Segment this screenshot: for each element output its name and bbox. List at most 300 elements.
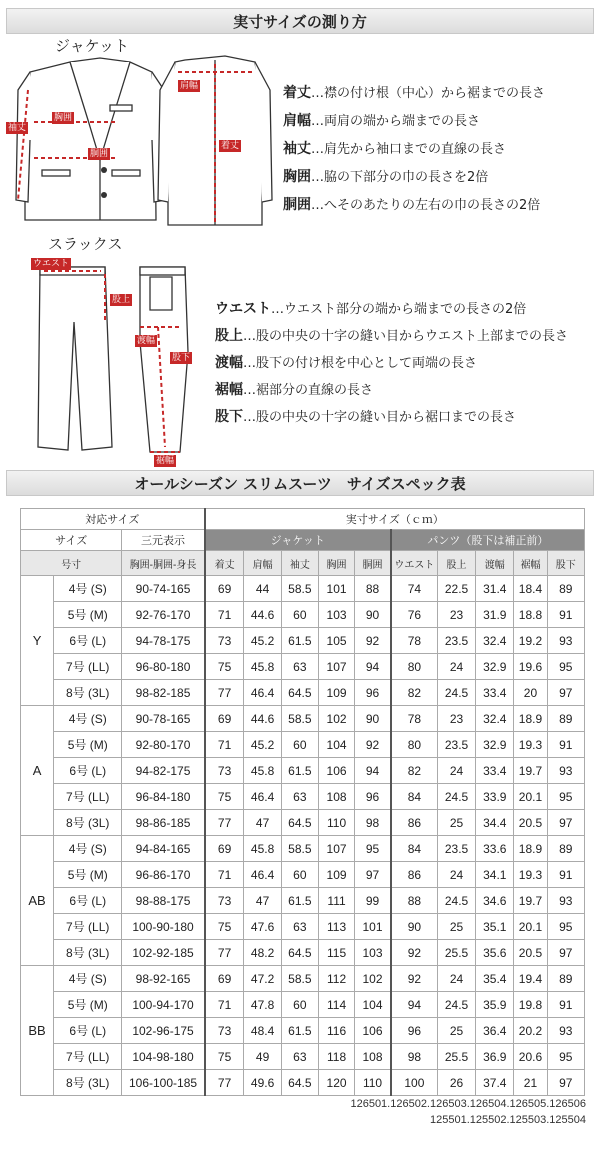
tag-mata-ue: 股上 (112, 295, 131, 305)
value-cell: 118 (318, 1044, 354, 1070)
value-cell: 103 (318, 602, 354, 628)
tag-katahaba: 肩幅 (180, 81, 199, 91)
value-cell: 34.6 (476, 888, 514, 914)
value-cell: 90 (355, 706, 391, 732)
value-cell: 18.4 (514, 576, 547, 602)
value-cell: 45.8 (244, 654, 281, 680)
size-cell: 5号 (M) (54, 862, 122, 888)
col-header-7: 渡幅 (476, 551, 514, 576)
value-cell: 36.9 (476, 1044, 514, 1070)
value-cell: 95 (547, 1044, 584, 1070)
value-cell: 24 (437, 862, 475, 888)
slacks-def-1: 股上…股の中央の十字の縫い目からウエスト上部までの長さ (215, 328, 569, 344)
value-cell: 69 (205, 706, 244, 732)
value-cell: 24 (437, 654, 475, 680)
value-cell: 98 (391, 1044, 438, 1070)
table-row (21, 992, 585, 1018)
value-cell: 49 (244, 1044, 281, 1070)
tag-susohaba: 裾幅 (156, 456, 175, 466)
value-cell: 22.5 (437, 576, 475, 602)
jacket-title: ジャケット (55, 37, 129, 55)
jacket-def-0: 着丈…襟の付け根（中心）から裾までの長さ (283, 85, 546, 101)
value-cell: 19.2 (514, 628, 547, 654)
value-cell: 107 (318, 654, 354, 680)
value-cell: 102 (318, 706, 354, 732)
size-cell: 6号 (L) (54, 888, 122, 914)
value-cell: 45.8 (244, 836, 281, 862)
value-cell: 106 (355, 1018, 391, 1044)
table-row (21, 628, 585, 654)
value-cell: 35.4 (476, 966, 514, 992)
size-cell: 4号 (S) (54, 966, 122, 992)
measure-title: 実寸サイズの測り方 (6, 8, 594, 34)
size-cell: 7号 (LL) (54, 784, 122, 810)
value-cell: 73 (205, 888, 244, 914)
value-cell: 93 (547, 758, 584, 784)
value-cell: 94 (391, 992, 438, 1018)
three-dim-cell: 90-78-165 (122, 706, 205, 732)
table-row (21, 888, 585, 914)
group-label: Y (21, 576, 54, 706)
table-row (21, 576, 585, 602)
value-cell: 23.5 (437, 836, 475, 862)
value-cell: 84 (391, 784, 438, 810)
value-cell: 61.5 (281, 758, 318, 784)
size-cell: 4号 (S) (54, 836, 122, 862)
value-cell: 90 (355, 602, 391, 628)
size-cell: 8号 (3L) (54, 680, 122, 706)
three-dim-cell: 98-86-185 (122, 810, 205, 836)
product-codes-line-2: 125501.125502.125503.125504 (430, 1114, 586, 1126)
value-cell: 115 (318, 940, 354, 966)
value-cell: 61.5 (281, 888, 318, 914)
slacks-def-3: 裾幅…裾部分の直線の長さ (215, 382, 374, 398)
value-cell: 105 (318, 628, 354, 654)
col-header-3: 胸囲 (318, 551, 354, 576)
value-cell: 32.4 (476, 706, 514, 732)
value-cell: 104 (318, 732, 354, 758)
value-cell: 69 (205, 576, 244, 602)
value-cell: 80 (391, 654, 438, 680)
value-cell: 74 (391, 576, 438, 602)
value-cell: 97 (547, 940, 584, 966)
value-cell: 44.6 (244, 602, 281, 628)
value-cell: 24 (437, 966, 475, 992)
value-cell: 48.4 (244, 1018, 281, 1044)
value-cell: 61.5 (281, 628, 318, 654)
col-header-0: 着丈 (205, 551, 244, 576)
header-taiou: 対応サイズ (21, 509, 205, 530)
size-cell: 6号 (L) (54, 758, 122, 784)
slacks-def-4: 股下…股の中央の十字の縫い目から裾口までの長さ (215, 409, 517, 425)
value-cell: 26 (437, 1070, 475, 1096)
tag-sodetake: 袖丈 (8, 123, 27, 133)
header-sangen: 三元表示 (122, 530, 205, 551)
value-cell: 97 (355, 862, 391, 888)
table-row (21, 940, 585, 966)
table-row (21, 966, 585, 992)
value-cell: 91 (547, 602, 584, 628)
value-cell: 64.5 (281, 810, 318, 836)
value-cell: 32.9 (476, 654, 514, 680)
table-row (21, 758, 585, 784)
value-cell: 47 (244, 810, 281, 836)
value-cell: 46.4 (244, 680, 281, 706)
value-cell: 24.5 (437, 888, 475, 914)
slacks-def-0: ウエスト…ウエスト部分の端から端までの長さの2倍 (215, 301, 527, 317)
tag-mata-shita: 股下 (172, 353, 191, 363)
value-cell: 95 (547, 914, 584, 940)
value-cell: 33.4 (476, 680, 514, 706)
three-dim-cell: 94-78-175 (122, 628, 205, 654)
size-cell: 8号 (3L) (54, 810, 122, 836)
jacket-def-1: 肩幅…両肩の端から端までの長さ (283, 113, 481, 129)
spec-title: オールシーズン スリムスーツ サイズスペック表 (6, 470, 594, 496)
value-cell: 25.5 (437, 940, 475, 966)
value-cell: 114 (318, 992, 354, 1018)
value-cell: 25 (437, 1018, 475, 1044)
value-cell: 100 (391, 1070, 438, 1096)
three-dim-cell: 96-86-170 (122, 862, 205, 888)
col-header-1: 肩幅 (244, 551, 281, 576)
table-row (21, 810, 585, 836)
value-cell: 63 (281, 914, 318, 940)
value-cell: 45.2 (244, 732, 281, 758)
value-cell: 69 (205, 836, 244, 862)
value-cell: 84 (391, 836, 438, 862)
value-cell: 92 (391, 966, 438, 992)
value-cell: 19.7 (514, 758, 547, 784)
value-cell: 77 (205, 680, 244, 706)
size-spec-table (20, 508, 585, 1096)
value-cell: 25 (437, 810, 475, 836)
value-cell: 35.1 (476, 914, 514, 940)
value-cell: 93 (547, 1018, 584, 1044)
value-cell: 32.4 (476, 628, 514, 654)
value-cell: 110 (355, 1070, 391, 1096)
value-cell: 101 (355, 914, 391, 940)
value-cell: 71 (205, 602, 244, 628)
value-cell: 108 (355, 1044, 391, 1070)
value-cell: 23 (437, 706, 475, 732)
header-sub: 胸囲-胴囲-身長 (122, 551, 205, 576)
value-cell: 80 (391, 732, 438, 758)
value-cell: 69 (205, 966, 244, 992)
table-row (21, 732, 585, 758)
value-cell: 60 (281, 862, 318, 888)
value-cell: 91 (547, 862, 584, 888)
three-dim-cell: 100-90-180 (122, 914, 205, 940)
value-cell: 34.4 (476, 810, 514, 836)
value-cell: 108 (318, 784, 354, 810)
value-cell: 82 (391, 758, 438, 784)
value-cell: 18.8 (514, 602, 547, 628)
value-cell: 63 (281, 654, 318, 680)
table-row (21, 784, 585, 810)
table-row (21, 602, 585, 628)
value-cell: 19.6 (514, 654, 547, 680)
three-dim-cell: 92-80-170 (122, 732, 205, 758)
three-dim-cell: 96-80-180 (122, 654, 205, 680)
value-cell: 113 (318, 914, 354, 940)
col-header-5: ウエスト (391, 551, 438, 576)
value-cell: 47.6 (244, 914, 281, 940)
value-cell: 31.4 (476, 576, 514, 602)
value-cell: 71 (205, 992, 244, 1018)
value-cell: 86 (391, 810, 438, 836)
size-cell: 8号 (3L) (54, 940, 122, 966)
value-cell: 18.9 (514, 836, 547, 862)
value-cell: 58.5 (281, 706, 318, 732)
value-cell: 98 (355, 810, 391, 836)
value-cell: 82 (391, 680, 438, 706)
tag-kitake: 着丈 (221, 141, 240, 151)
value-cell: 89 (547, 706, 584, 732)
size-cell: 4号 (S) (54, 706, 122, 732)
value-cell: 109 (318, 680, 354, 706)
value-cell: 60 (281, 992, 318, 1018)
value-cell: 63 (281, 1044, 318, 1070)
group-label: BB (21, 966, 54, 1096)
value-cell: 75 (205, 784, 244, 810)
three-dim-cell: 104-98-180 (122, 1044, 205, 1070)
value-cell: 23.5 (437, 732, 475, 758)
three-dim-cell: 94-84-165 (122, 836, 205, 862)
size-cell: 5号 (M) (54, 992, 122, 1018)
header-gou: 号寸 (21, 551, 122, 576)
value-cell: 58.5 (281, 966, 318, 992)
value-cell: 18.9 (514, 706, 547, 732)
table-row (21, 680, 585, 706)
value-cell: 44 (244, 576, 281, 602)
group-label: AB (21, 836, 54, 966)
size-cell: 6号 (L) (54, 1018, 122, 1044)
three-dim-cell: 92-76-170 (122, 602, 205, 628)
value-cell: 23.5 (437, 628, 475, 654)
value-cell: 24 (437, 758, 475, 784)
size-cell: 6号 (L) (54, 628, 122, 654)
value-cell: 111 (318, 888, 354, 914)
value-cell: 20.1 (514, 914, 547, 940)
tag-watari: 渡幅 (137, 336, 156, 346)
header-pants: パンツ（股下は補正前） (391, 530, 585, 551)
value-cell: 109 (318, 862, 354, 888)
value-cell: 33.9 (476, 784, 514, 810)
value-cell: 36.4 (476, 1018, 514, 1044)
value-cell: 92 (355, 732, 391, 758)
value-cell: 78 (391, 628, 438, 654)
value-cell: 106 (318, 758, 354, 784)
value-cell: 19.8 (514, 992, 547, 1018)
value-cell: 90 (391, 914, 438, 940)
value-cell: 47.2 (244, 966, 281, 992)
value-cell: 19.3 (514, 862, 547, 888)
three-dim-cell: 96-84-180 (122, 784, 205, 810)
size-cell: 4号 (S) (54, 576, 122, 602)
value-cell: 32.9 (476, 732, 514, 758)
value-cell: 25.5 (437, 1044, 475, 1070)
header-jacket: ジャケット (205, 530, 391, 551)
size-cell: 7号 (LL) (54, 1044, 122, 1070)
value-cell: 71 (205, 862, 244, 888)
table-row (21, 1018, 585, 1044)
value-cell: 60 (281, 732, 318, 758)
value-cell: 21 (514, 1070, 547, 1096)
value-cell: 89 (547, 966, 584, 992)
value-cell: 20.2 (514, 1018, 547, 1044)
value-cell: 20.6 (514, 1044, 547, 1070)
value-cell: 20.5 (514, 810, 547, 836)
value-cell: 93 (547, 888, 584, 914)
value-cell: 92 (391, 940, 438, 966)
value-cell: 78 (391, 706, 438, 732)
value-cell: 19.7 (514, 888, 547, 914)
value-cell: 64.5 (281, 1070, 318, 1096)
value-cell: 107 (318, 836, 354, 862)
table-row (21, 1044, 585, 1070)
value-cell: 63 (281, 784, 318, 810)
value-cell: 110 (318, 810, 354, 836)
size-cell: 5号 (M) (54, 602, 122, 628)
value-cell: 48.2 (244, 940, 281, 966)
value-cell: 112 (318, 966, 354, 992)
value-cell: 35.9 (476, 992, 514, 1018)
tag-muneisu: 胸囲 (54, 113, 73, 123)
size-cell: 8号 (3L) (54, 1070, 122, 1096)
value-cell: 97 (547, 810, 584, 836)
value-cell: 45.2 (244, 628, 281, 654)
value-cell: 116 (318, 1018, 354, 1044)
header-size: サイズ (21, 530, 122, 551)
value-cell: 19.3 (514, 732, 547, 758)
value-cell: 34.1 (476, 862, 514, 888)
value-cell: 33.4 (476, 758, 514, 784)
value-cell: 31.9 (476, 602, 514, 628)
value-cell: 102 (355, 966, 391, 992)
jacket-def-2: 袖丈…肩先から袖口までの直線の長さ (283, 141, 507, 157)
value-cell: 91 (547, 732, 584, 758)
value-cell: 97 (547, 680, 584, 706)
slacks-title: スラックス (48, 235, 123, 253)
value-cell: 24.5 (437, 784, 475, 810)
value-cell: 96 (355, 680, 391, 706)
col-header-2: 袖丈 (281, 551, 318, 576)
value-cell: 23 (437, 602, 475, 628)
value-cell: 75 (205, 1044, 244, 1070)
group-label: A (21, 706, 54, 836)
value-cell: 24.5 (437, 992, 475, 1018)
table-row (21, 862, 585, 888)
value-cell: 88 (355, 576, 391, 602)
three-dim-cell: 102-96-175 (122, 1018, 205, 1044)
value-cell: 88 (391, 888, 438, 914)
value-cell: 47 (244, 888, 281, 914)
value-cell: 47.8 (244, 992, 281, 1018)
value-cell: 93 (547, 628, 584, 654)
value-cell: 33.6 (476, 836, 514, 862)
three-dim-cell: 90-74-165 (122, 576, 205, 602)
jacket-illustration (0, 50, 290, 230)
three-dim-cell: 98-88-175 (122, 888, 205, 914)
value-cell: 64.5 (281, 680, 318, 706)
value-cell: 58.5 (281, 836, 318, 862)
col-header-9: 股下 (547, 551, 584, 576)
value-cell: 101 (318, 576, 354, 602)
value-cell: 73 (205, 1018, 244, 1044)
value-cell: 120 (318, 1070, 354, 1096)
size-cell: 7号 (LL) (54, 654, 122, 680)
size-cell: 7号 (LL) (54, 914, 122, 940)
value-cell: 49.6 (244, 1070, 281, 1096)
value-cell: 89 (547, 836, 584, 862)
value-cell: 95 (547, 654, 584, 680)
value-cell: 61.5 (281, 1018, 318, 1044)
value-cell: 71 (205, 732, 244, 758)
value-cell: 77 (205, 940, 244, 966)
slacks-def-2: 渡幅…股下の付け根を中心として両端の長さ (215, 355, 478, 371)
value-cell: 92 (355, 628, 391, 654)
value-cell: 60 (281, 602, 318, 628)
value-cell: 37.4 (476, 1070, 514, 1096)
value-cell: 95 (355, 836, 391, 862)
value-cell: 94 (355, 654, 391, 680)
three-dim-cell: 94-82-175 (122, 758, 205, 784)
value-cell: 96 (391, 1018, 438, 1044)
value-cell: 91 (547, 992, 584, 1018)
value-cell: 35.6 (476, 940, 514, 966)
value-cell: 89 (547, 576, 584, 602)
value-cell: 46.4 (244, 784, 281, 810)
table-row (21, 836, 585, 862)
value-cell: 94 (355, 758, 391, 784)
value-cell: 19.4 (514, 966, 547, 992)
value-cell: 73 (205, 758, 244, 784)
value-cell: 77 (205, 1070, 244, 1096)
value-cell: 20.5 (514, 940, 547, 966)
value-cell: 45.8 (244, 758, 281, 784)
value-cell: 20.1 (514, 784, 547, 810)
table-row (21, 1070, 585, 1096)
value-cell: 86 (391, 862, 438, 888)
three-dim-cell: 98-92-165 (122, 966, 205, 992)
three-dim-cell: 106-100-185 (122, 1070, 205, 1096)
three-dim-cell: 102-92-185 (122, 940, 205, 966)
product-codes-line-1: 126501.126502.126503.126504.126505.126506 (350, 1098, 586, 1110)
col-header-4: 胴囲 (355, 551, 391, 576)
tag-waist: ウエスト (33, 259, 70, 269)
value-cell: 77 (205, 810, 244, 836)
value-cell: 103 (355, 940, 391, 966)
tag-doui: 胴囲 (90, 149, 109, 159)
value-cell: 99 (355, 888, 391, 914)
value-cell: 20 (514, 680, 547, 706)
three-dim-cell: 100-94-170 (122, 992, 205, 1018)
jacket-def-4: 胴囲…へそのあたりの左右の巾の長さの2倍 (283, 197, 541, 213)
three-dim-cell: 98-82-185 (122, 680, 205, 706)
value-cell: 97 (547, 1070, 584, 1096)
value-cell: 46.4 (244, 862, 281, 888)
value-cell: 24.5 (437, 680, 475, 706)
value-cell: 75 (205, 654, 244, 680)
jacket-def-3: 胸囲…脇の下部分の巾の長さを2倍 (283, 169, 489, 185)
table-row (21, 706, 585, 732)
value-cell: 25 (437, 914, 475, 940)
col-header-8: 裾幅 (514, 551, 547, 576)
size-cell: 5号 (M) (54, 732, 122, 758)
value-cell: 73 (205, 628, 244, 654)
table-row (21, 914, 585, 940)
value-cell: 58.5 (281, 576, 318, 602)
